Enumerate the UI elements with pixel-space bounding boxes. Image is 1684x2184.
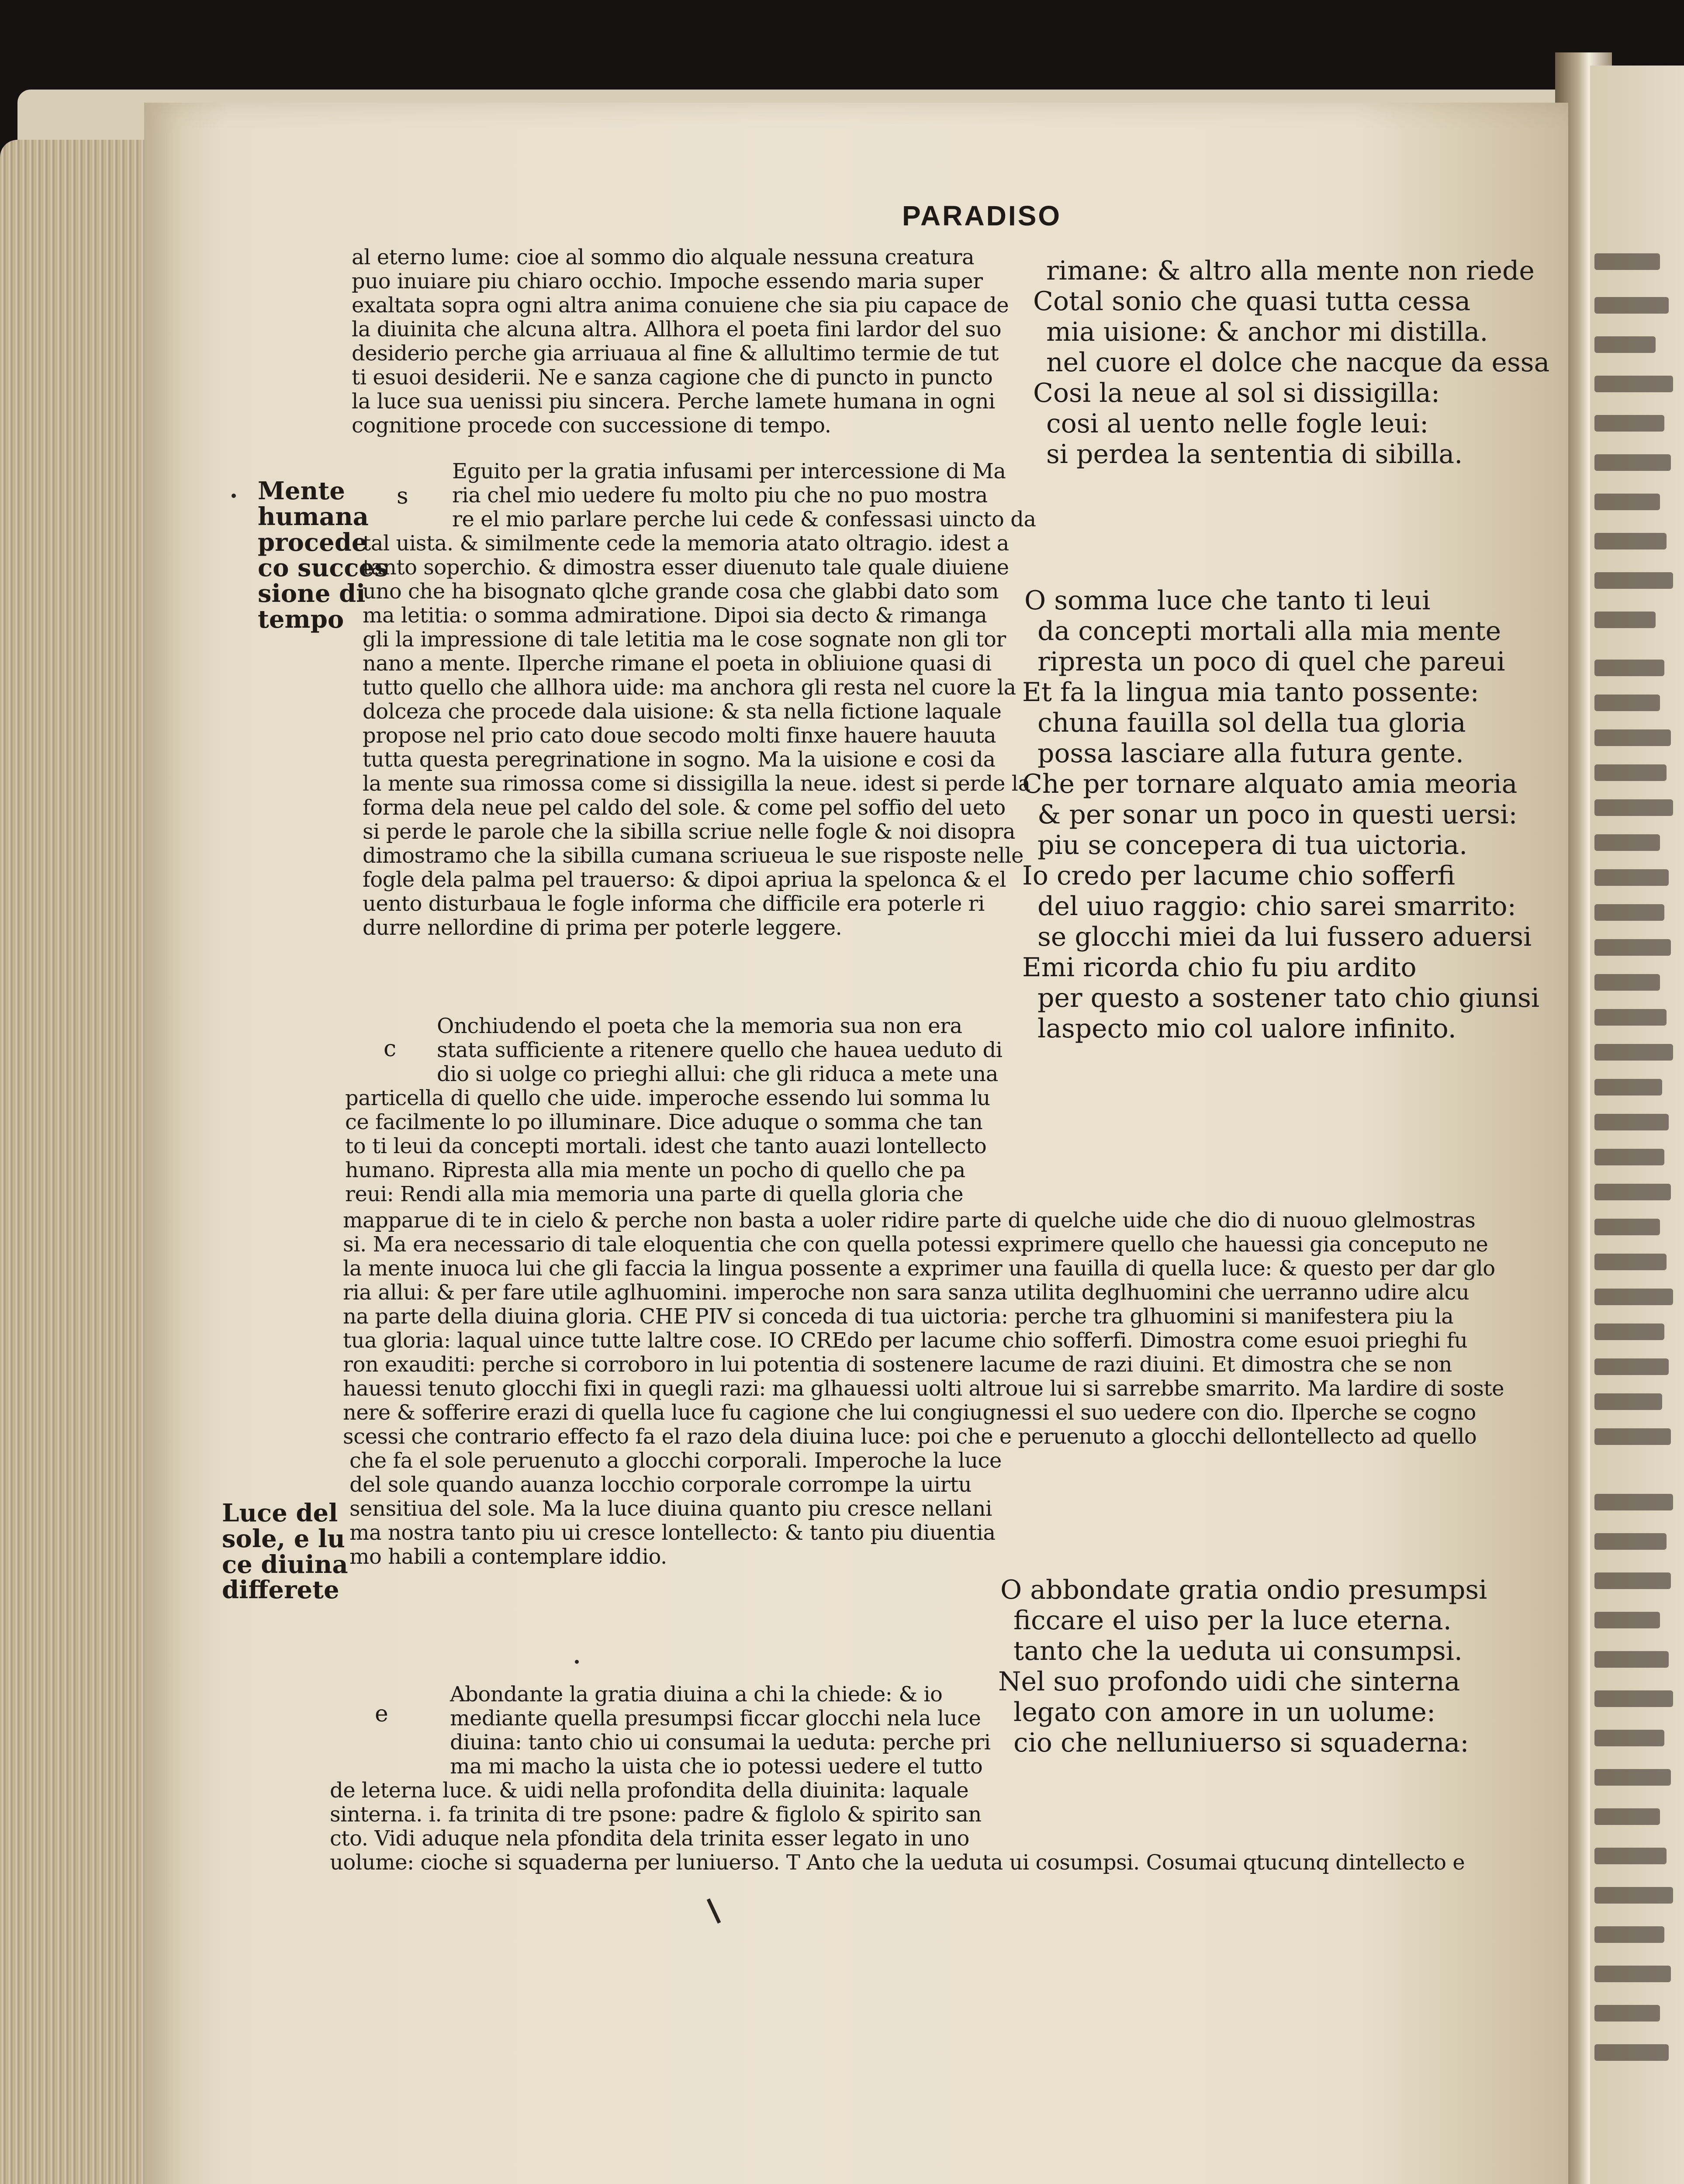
commentary-line: ma mi macho la uista che io potessi uedere el tutto xyxy=(450,1754,983,1779)
commentary-line: tanto soperchio. & dimostra esser diuenuto tale quale diuiene xyxy=(363,555,1009,580)
commentary-line: particella di quello che uide. imperoche essendo lui somma lu xyxy=(345,1086,990,1110)
commentary-line: del sole quando auanza locchio corporale corrompe la uirtu xyxy=(349,1472,972,1497)
gloss-line: procede xyxy=(258,528,367,557)
commentary-line: re el mio parlare perche lui cede & confessasi uincto da xyxy=(452,507,1036,532)
verse-line: O somma luce che tanto ti leui xyxy=(1024,585,1431,616)
verse-line: Nel suo profondo uidi che sinterna xyxy=(998,1666,1460,1697)
verse-line: tanto che la ueduta ui consumpsi. xyxy=(1013,1636,1463,1666)
commentary-line: tal uista. & similmente cede la memoria atato oltragio. idest a xyxy=(363,531,1009,556)
commentary-line: ti esuoi desiderii. Ne e sanza cagione che di puncto in puncto xyxy=(352,365,993,390)
commentary-line: hauessi tenuto glocchi fixi in quegli razi: ma glhauessi uolti altroue lui si sarrebbe smarrito. Ma lardire di soste xyxy=(343,1376,1504,1401)
ornament-dot xyxy=(575,1660,579,1664)
gloss-line: co succes xyxy=(258,553,388,583)
verse-line: Emi ricorda chio fu piu ardito xyxy=(1022,952,1417,983)
commentary-line: che fa el sole peruenuto a glocchi corporali. Imperoche la luce xyxy=(349,1448,1002,1473)
verse-line: Cotal sonio che quasi tutta cessa xyxy=(1033,286,1471,317)
commentary-line: desiderio perche gia arriuaua al fine & allultimo termie de tut xyxy=(352,341,999,366)
commentary-line: ria allui: & per fare utile aglhuomini. imperoche non sara sanza utilita deglhuomini che uerranno udire alcu xyxy=(343,1280,1470,1305)
gloss-line: sole, e lu xyxy=(222,1524,345,1553)
commentary-line: sinterna. i. fa trinita di tre psone: padre & figlolo & spirito san xyxy=(330,1802,982,1827)
commentary-line: ce facilmente lo po illuminare. Dice aduque o somma che tan xyxy=(345,1110,983,1134)
verse-line: per questo a sostener tato chio giunsi xyxy=(1037,983,1540,1013)
commentary-line: scessi che contrario effecto fa el razo dela diuina luce: poi che e peruenuto a glocchi dellontellecto ad quello xyxy=(343,1424,1477,1449)
commentary-line: tutto quello che allhora uide: ma anchora gli resta nel cuore la xyxy=(363,675,1016,700)
guide-letter: c xyxy=(384,1036,397,1062)
commentary-line: de leterna luce. & uidi nella profondita della diuinita: laquale xyxy=(330,1778,969,1803)
gloss-line: humana xyxy=(258,502,369,531)
verse-line: cio che nelluniuerso si squaderna: xyxy=(1013,1728,1469,1758)
commentary-line: dolceza che procede dala uisione: & sta nella fictione laquale xyxy=(363,699,1002,724)
guide-letter: s xyxy=(397,483,408,509)
commentary-line: diuina: tanto chio ui consumai la ueduta: perche pri xyxy=(450,1730,991,1755)
marginal-gloss-luce-del-sole xyxy=(222,1500,348,1603)
verse-line: Cosi la neue al sol si dissigilla: xyxy=(1033,378,1440,408)
commentary-line: la diuinita che alcuna altra. Allhora el poeta fini lardor del suo xyxy=(352,317,1002,342)
commentary-line: uento disturbaua le fogle informa che difficile era poterle ri xyxy=(363,892,985,916)
verse-line: da concepti mortali alla mia mente xyxy=(1037,616,1501,646)
right-facing-page-fragment xyxy=(1590,66,1684,2184)
verse-line: possa lasciare alla futura gente. xyxy=(1037,738,1464,769)
verse-line: Io credo per lacume chio sofferfi xyxy=(1022,860,1456,891)
commentary-line: Abondante la gratia diuina a chi la chiede: & io xyxy=(450,1682,943,1707)
commentary-line: al eterno lume: cioe al sommo dio alquale nessuna creatura xyxy=(352,245,975,270)
commentary-line: sensitiua del sole. Ma la luce diuina quanto piu cresce nellani xyxy=(349,1496,992,1521)
commentary-line: mo habili a contemplare iddio. xyxy=(349,1545,667,1569)
commentary-line: nano a mente. Ilperche rimane el poeta in obliuione quasi di xyxy=(363,651,992,676)
commentary-line: propose nel prio cato doue secodo molti finxe hauere hauuta xyxy=(363,723,996,748)
verse-line: rimane: & altro alla mente non riede xyxy=(1046,256,1535,286)
guide-letter: e xyxy=(375,1701,388,1727)
gloss-line: Mente xyxy=(258,477,345,505)
gloss-line: differete xyxy=(222,1576,339,1605)
commentary-line: Onchiudendo el poeta che la memoria sua non era xyxy=(437,1014,962,1038)
commentary-line: tutta questa peregrinatione in sogno. Ma la uisione e cosi da xyxy=(363,747,996,772)
commentary-line: na parte della diuina gloria. CHE PIV si conceda di tua uictoria: perche tra glhuomini si manifestera piu la xyxy=(343,1304,1454,1329)
commentary-line: ron exauditi: perche si corroboro in lui potentia di sostenere lacume de razi diuini. Et dimostra che se non xyxy=(343,1352,1452,1377)
verse-line: & per sonar un poco in questi uersi: xyxy=(1037,799,1518,830)
commentary-line: mapparue di te in cielo & perche non basta a uoler ridire parte di quelche uide che dio di nuouo glelmostras xyxy=(343,1208,1476,1233)
commentary-line: ma letitia: o somma admiratione. Dipoi sia decto & rimanga xyxy=(363,603,987,628)
gloss-marker xyxy=(232,494,236,498)
commentary-line: gli la impressione di tale letitia ma le cose sognate non gli tor xyxy=(363,627,1006,652)
commentary-line: forma dela neue pel caldo del sole. & come pel soffio del ueto xyxy=(363,795,1006,820)
gloss-line: Luce del xyxy=(222,1499,338,1527)
running-header: PARADISO xyxy=(902,200,1062,232)
verse-line: O abbondate gratia ondio presumpsi xyxy=(1000,1575,1487,1605)
commentary-line: uno che ha bisognato qlche grande cosa che glabbi dato som xyxy=(363,579,999,604)
verse-line: chuna fauilla sol della tua gloria xyxy=(1037,708,1466,738)
gloss-line: ce diuina xyxy=(222,1550,348,1579)
commentary-line: dimostramo che la sibilla cumana scriueua le sue risposte nelle xyxy=(363,843,1024,868)
verse-line: cosi al uento nelle fogle leui: xyxy=(1046,408,1429,439)
commentary-line: humano. Ripresta alla mia mente un pocho di quello che pa xyxy=(345,1158,965,1182)
verse-line: se glocchi miei da lui fussero aduersi xyxy=(1037,922,1532,952)
commentary-line: nere & sofferire erazi di quella luce fu cagione che lui congiugnessi el suo uedere con dio. Ilperche se cogno xyxy=(343,1400,1476,1425)
verse-line: legato con amore in un uolume: xyxy=(1013,1697,1436,1728)
verse-line: nel cuore el dolce che nacque da essa xyxy=(1046,347,1550,378)
commentary-line: to ti leui da concepti mortali. idest che tanto auazi lontellecto xyxy=(345,1134,987,1158)
commentary-line: cognitione procede con successione di tempo. xyxy=(352,413,831,438)
commentary-line: fogle dela palma pel trauerso: & dipoi apriua la spelonca & el xyxy=(363,867,1006,892)
commentary-line: ma nostra tanto piu ui cresce lontellecto: & tanto piu diuentia xyxy=(349,1521,996,1545)
commentary-line: dio si uolge co prieghi allui: che gli riduca a mete una xyxy=(437,1062,998,1086)
commentary-line: durre nellordine di prima per poterle leggere. xyxy=(363,916,842,940)
commentary-line: tua gloria: laqual uince tutte laltre cose. IO CREdo per lacume chio sofferfi. Dimostra come esuoi prieghi fu xyxy=(343,1328,1468,1353)
verse-line: Et fa la lingua mia tanto possente: xyxy=(1022,677,1479,708)
verse-line: mia uisione: & anchor mi distilla. xyxy=(1046,317,1488,347)
verse-line: del uiuo raggio: chio sarei smarrito: xyxy=(1037,891,1516,922)
verse-line: laspecto mio col ualore infinito. xyxy=(1037,1013,1456,1044)
commentary-line: exaltata sopra ogni altra anima conuiene che sia piu capace de xyxy=(352,293,1009,318)
commentary-line: ria chel mio uedere fu molto piu che no puo mostra xyxy=(452,483,988,508)
commentary-line: cto. Vidi aduque nela pfondita dela trinita esser legato in uno xyxy=(330,1826,969,1851)
commentary-line: Eguito per la gratia infusami per intercessione di Ma xyxy=(452,459,1006,484)
commentary-line: si perde le parole che la sibilla scriue nelle fogle & noi disopra xyxy=(363,819,1016,844)
verse-line: ripresta un poco di quel che pareui xyxy=(1037,646,1505,677)
commentary-line: la mente inuoca lui che gli faccia la lingua possente a exprimer una fauilla di quella luce: & questo per dar glo xyxy=(343,1256,1495,1281)
commentary-last-line: uolume: cioche si squaderna per luniuerso. T Anto che la ueduta ui cosumpsi. Cosumai qtucunq dintellecto e xyxy=(330,1850,1465,1875)
commentary-line: la luce sua uenissi piu sincera. Perche lamete humana in ogni xyxy=(352,389,995,414)
gloss-line: tempo xyxy=(258,605,344,634)
commentary-line: si. Ma era necessario di tale eloquentia che con quella potessi exprimere quello che hauessi gia conceputo ne xyxy=(343,1232,1488,1257)
commentary-line: stata sufficiente a ritenere quello che hauea ueduto di xyxy=(437,1038,1003,1062)
verse-line: si perdea la sententia di sibilla. xyxy=(1046,439,1463,470)
commentary-line: puo inuiare piu chiaro occhio. Impoche essendo maria super xyxy=(352,269,983,294)
commentary-line: mediante quella presumpsi ficcar glocchi nela luce xyxy=(450,1706,981,1731)
commentary-line: la mente sua rimossa come si dissigilla la neue. idest si perde la xyxy=(363,771,1030,796)
left-page-edges xyxy=(0,140,149,2184)
verse-line: piu se concepera di tua uictoria. xyxy=(1037,830,1468,860)
gloss-line: sione di xyxy=(258,579,366,608)
verse-line: ficcare el uiso per la luce eterna. xyxy=(1013,1605,1452,1636)
commentary-line: reui: Rendi alla mia memoria una parte di quella gloria che xyxy=(345,1182,964,1206)
verse-line: Che per tornare alquato amia meoria xyxy=(1022,769,1518,799)
